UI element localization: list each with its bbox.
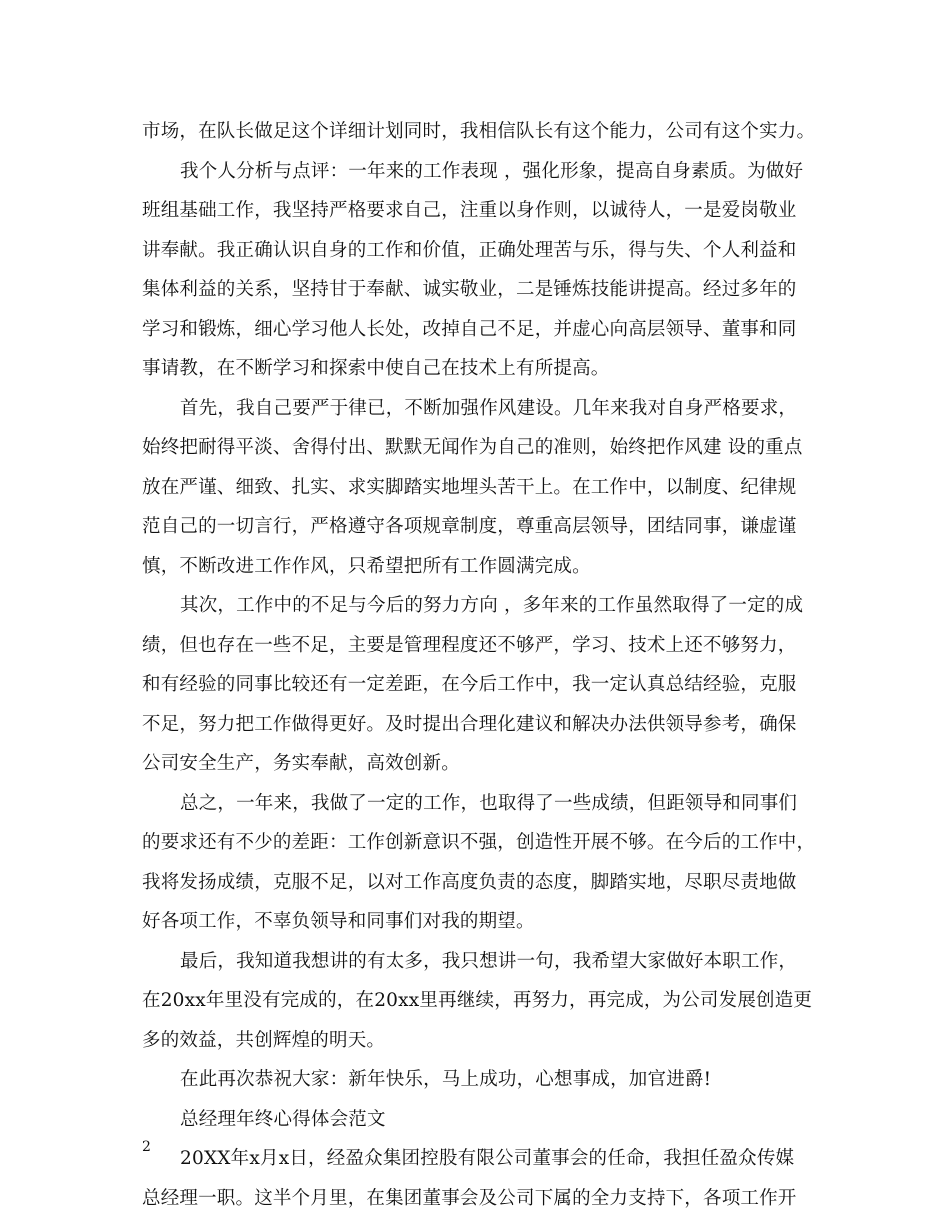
- text-line: 好各项工作，不辜负领导和同事们对我的期望。: [142, 911, 535, 932]
- text-line: 总经理年终心得体会范文: [180, 1108, 386, 1130]
- text-line: 慎，不断改进工作作风，只希望把所有工作圆满完成。: [142, 555, 591, 577]
- text-line: 总经理一职。这半个月里，在集团董事会及公司下属的全力支持下，各项工作开: [142, 1187, 797, 1209]
- text-line: 公司安全生产，务实奉献，高效创新。: [142, 753, 460, 774]
- text-line: 最后，我知道我想讲的有太多，我只想讲一句，我希望大家做好本职工作，: [180, 950, 798, 972]
- text-line: 其次，工作中的不足与今后的努力方向 ，多年来的工作虽然取得了一定的成: [180, 595, 804, 616]
- text-line: 总之，一年来，我做了一定的工作，也取得了一些成绩，但距领导和同事们: [180, 792, 798, 814]
- text-line: 放在严谨、细致、扎实、求实脚踏实地埋头苦干上。在工作中，以制度、纪律规: [142, 476, 797, 498]
- text-line: 我将发扬成绩，克服不足，以对工作高度负责的态度，脚踏实地，尽职尽责地做: [142, 871, 797, 893]
- page-number: 2: [142, 1139, 151, 1155]
- text-line: 在20xx年里没有完成的，在20xx里再继续，再努力，再完成，为公司发展创造更: [142, 990, 813, 1011]
- text-line: 范自己的一切言行，严格遵守各项规章制度，尊重高层领导，团结同事，谦虚谨: [142, 516, 797, 537]
- text-line: 的要求还有不少的差距：工作创新意识不强，创造性开展不够。在今后的工作中，: [142, 832, 816, 853]
- text-line: 和有经验的同事比较还有一定差距，在今后工作中，我一定认真总结经验，克服: [142, 674, 797, 695]
- text-line: 20XX年x月x日，经盈众集团控股有限公司董事会的任命，我担任盈众传媒: [180, 1148, 795, 1169]
- text-line: 班组基础工作，我坚持严格要求自己，注重以身作则，以诚待人，一是爱岗敬业: [142, 200, 797, 221]
- text-line: 首先，我自己要严于律已，不断加强作风建设。几年来我对自身严格要求，: [180, 397, 798, 419]
- text-line: 多的效益，共创辉煌的明天。: [142, 1029, 386, 1051]
- text-line: 绩，但也存在一些不足，主要是管理程度还不够严，学习、技术上还不够努力，: [142, 634, 797, 656]
- text-line: 集体利益的关系，坚持甘于奉献、诚实敬业，二是锤炼技能讲提高。经过多年的: [142, 279, 797, 300]
- document-body: [142, 112, 822, 1218]
- text-line: 在此再次恭祝大家：新年快乐，马上成功，心想事成，加官进爵!: [180, 1069, 712, 1090]
- text-line: 事请教，在不断学习和探索中使自己在技术上有所提高。: [142, 358, 610, 379]
- text-line: 讲奉献。我正确认识自身的工作和价值，正确处理苦与乐，得与失、个人利益和: [142, 239, 797, 261]
- text-line: 学习和锻炼，细心学习他人长处，改掉自己不足，并虚心向高层领导、董事和同: [142, 318, 797, 340]
- text-line: 市场，在队长做足这个详细计划同时，我相信队长有这个能力，公司有这个实力。: [142, 121, 816, 142]
- text-line: 我个人分析与点评：一年来的工作表现 ，强化形象，提高自身素质。为做好: [180, 160, 804, 182]
- text-line: 不足，努力把工作做得更好。及时提出合理化建议和解决办法供领导参考，确保: [142, 713, 797, 735]
- text-line: 始终把耐得平淡、舍得付出、默默无闻作为自己的准则，始终把作风建 设的重点: [142, 437, 803, 458]
